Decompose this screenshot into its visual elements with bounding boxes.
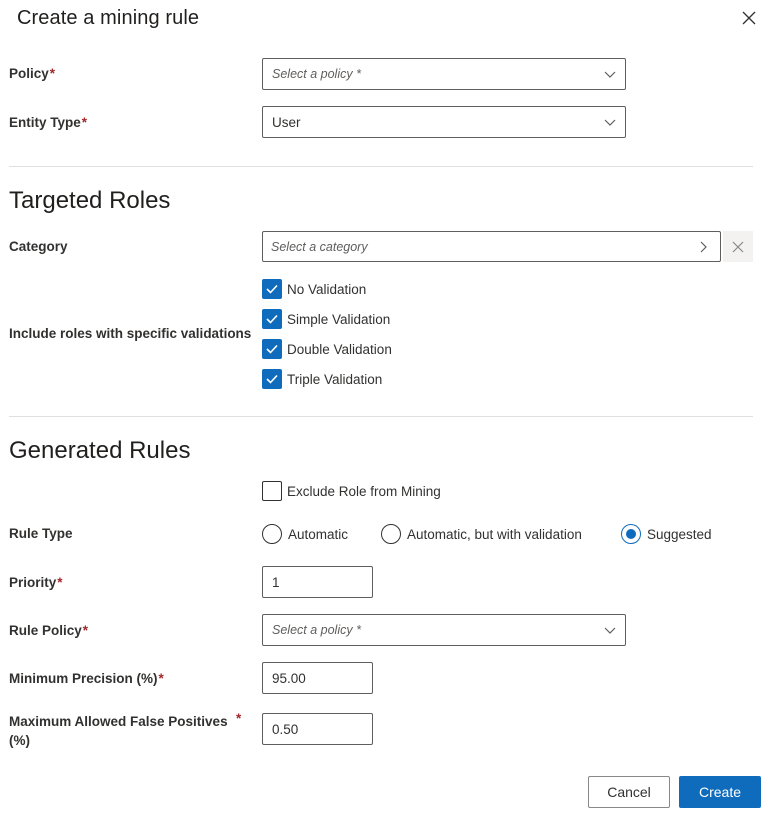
radio-automatic-with-validation[interactable] xyxy=(381,524,582,544)
chevron-down-icon xyxy=(604,116,616,128)
radio-circle[interactable] xyxy=(621,524,641,544)
checkbox-label: No Validation xyxy=(287,281,367,297)
validations-label: Include roles with specific validations xyxy=(9,326,252,341)
rule-policy-label: Rule Policy* xyxy=(9,623,89,638)
checkmark-icon xyxy=(265,372,279,386)
priority-label: Priority* xyxy=(9,575,63,590)
checkbox-box[interactable] xyxy=(262,481,282,501)
radio-label: Automatic, but with validation xyxy=(407,526,582,542)
required-mark: * xyxy=(82,623,89,638)
radio-circle[interactable] xyxy=(381,524,401,544)
required-mark: * xyxy=(57,575,63,590)
create-button[interactable]: Create xyxy=(679,776,761,808)
radio-automatic[interactable] xyxy=(262,524,348,544)
category-picker[interactable] xyxy=(262,231,721,262)
chevron-right-icon xyxy=(697,241,709,253)
required-mark: * xyxy=(236,711,242,726)
section-title-generated-rules: Generated Rules xyxy=(9,437,191,464)
checkmark-icon xyxy=(265,312,279,326)
min-precision-input[interactable]: 95.00 xyxy=(262,662,373,694)
section-title-targeted-roles: Targeted Roles xyxy=(9,187,171,214)
policy-dropdown[interactable] xyxy=(262,58,626,90)
required-mark: * xyxy=(49,66,56,81)
policy-placeholder: Select a policy * xyxy=(272,67,361,81)
checkbox-label: Triple Validation xyxy=(287,371,383,387)
radio-dot xyxy=(626,529,636,539)
checkmark-icon xyxy=(265,342,279,356)
category-label: Category xyxy=(9,239,68,254)
category-placeholder: Select a category xyxy=(271,239,368,254)
checkbox-exclude-role[interactable] xyxy=(262,481,441,501)
checkbox-box[interactable] xyxy=(262,279,282,299)
min-precision-label: Minimum Precision (%)* xyxy=(9,671,164,686)
checkbox-box[interactable] xyxy=(262,339,282,359)
divider xyxy=(9,416,753,417)
entity-type-value: User xyxy=(272,114,301,130)
clear-category-button[interactable] xyxy=(723,231,753,262)
entity-type-label: Entity Type* xyxy=(9,115,88,130)
checkmark-icon xyxy=(265,282,279,296)
entity-type-dropdown[interactable] xyxy=(262,106,626,138)
rule-policy-placeholder: Select a policy * xyxy=(272,623,361,637)
close-icon xyxy=(742,11,756,25)
priority-input[interactable]: 1 xyxy=(262,566,373,598)
chevron-down-icon xyxy=(604,624,616,636)
required-mark: * xyxy=(81,115,88,130)
checkbox-box[interactable] xyxy=(262,309,282,329)
radio-circle[interactable] xyxy=(262,524,282,544)
checkbox-label: Double Validation xyxy=(287,341,392,357)
divider xyxy=(9,166,753,167)
dialog-title: Create a mining rule xyxy=(17,7,200,29)
rule-type-label: Rule Type xyxy=(9,526,73,541)
chevron-down-icon xyxy=(604,68,616,80)
close-icon xyxy=(732,241,744,253)
radio-label: Automatic xyxy=(288,526,349,542)
checkbox-label: Simple Validation xyxy=(287,311,391,327)
checkbox-simple-validation[interactable] xyxy=(262,309,390,329)
radio-suggested[interactable] xyxy=(621,524,712,544)
radio-label: Suggested xyxy=(647,526,712,542)
checkbox-no-validation[interactable] xyxy=(262,279,366,299)
rule-policy-dropdown[interactable] xyxy=(262,614,626,646)
checkbox-double-validation[interactable] xyxy=(262,339,392,359)
checkbox-box[interactable] xyxy=(262,369,282,389)
max-false-positives-label: Maximum Allowed False Positives (%) xyxy=(9,714,228,748)
checkbox-triple-validation[interactable] xyxy=(262,369,382,389)
close-button[interactable] xyxy=(737,6,761,30)
required-mark: * xyxy=(158,671,164,686)
checkbox-label: Exclude Role from Mining xyxy=(287,483,441,499)
cancel-button[interactable]: Cancel xyxy=(588,776,670,808)
policy-label: Policy* xyxy=(9,66,56,81)
max-false-positives-input[interactable]: 0.50 xyxy=(262,713,373,745)
